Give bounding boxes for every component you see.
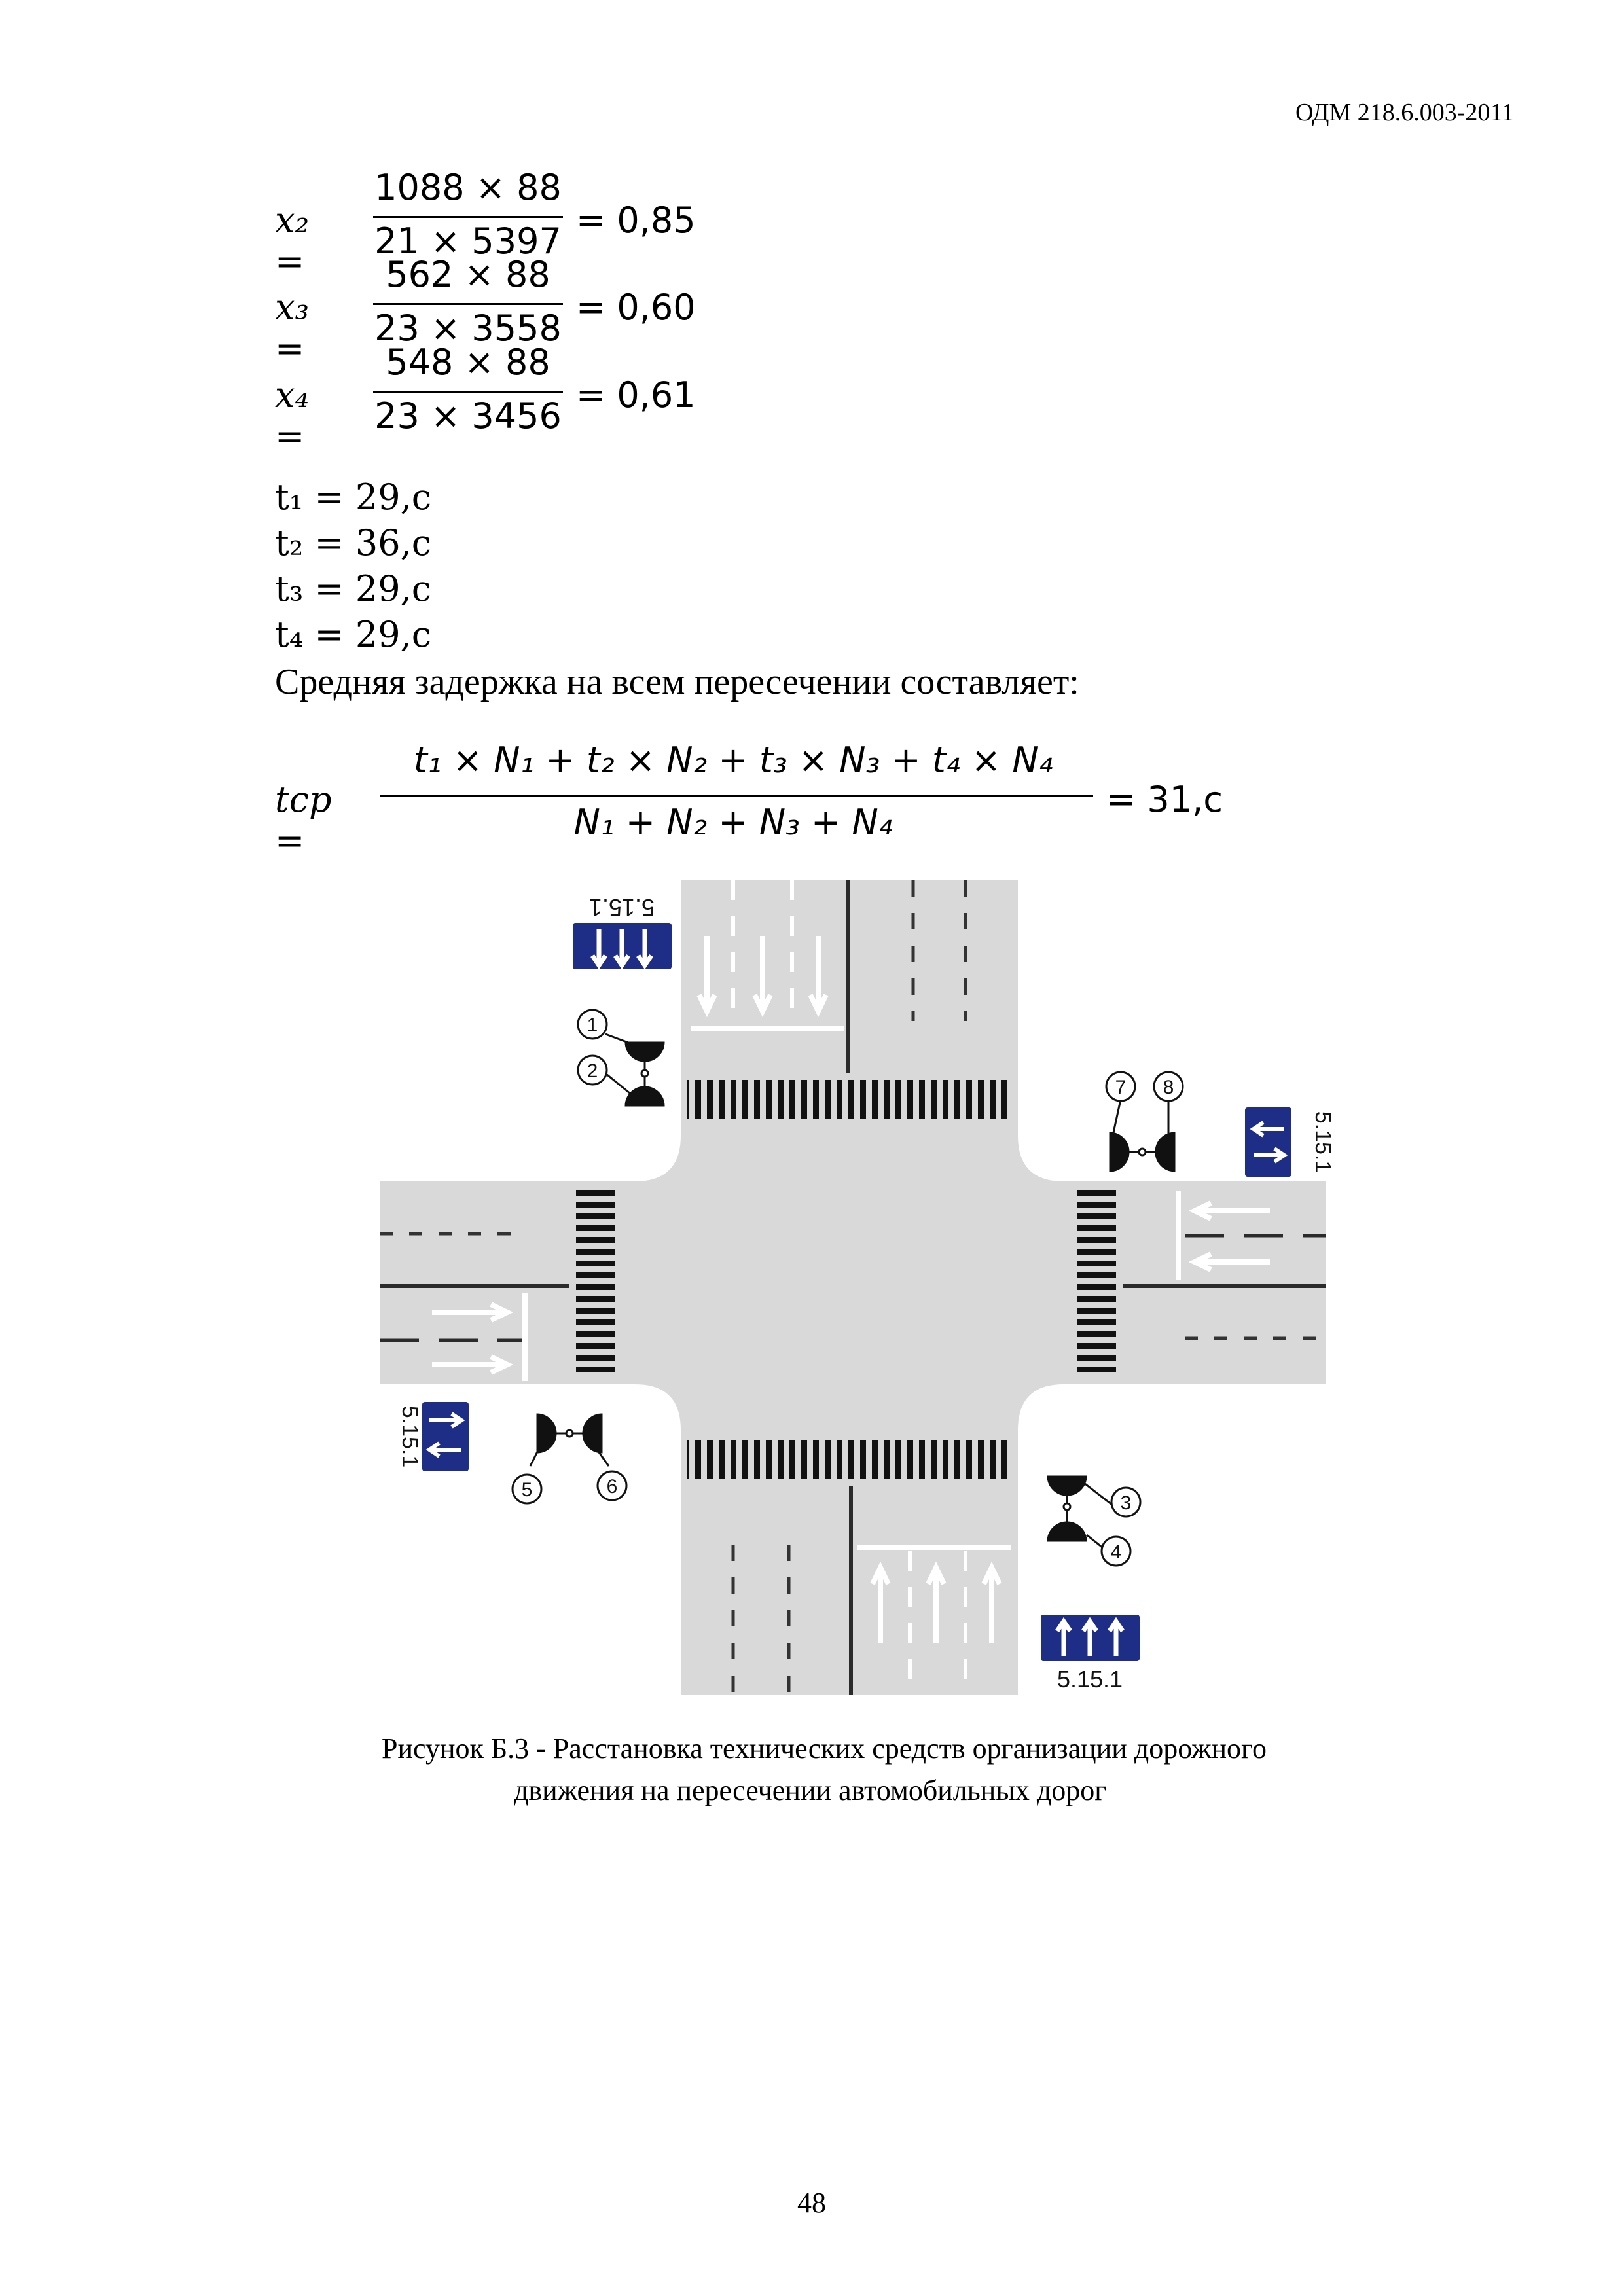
callout-leader <box>605 1073 634 1096</box>
crosswalk-south <box>687 1440 1011 1479</box>
signal-pivot <box>641 1070 648 1077</box>
traffic-signal-7-8 <box>1110 1132 1175 1172</box>
signal-number: 4 <box>1110 1541 1122 1563</box>
formula-x3-lhs: x₃ = <box>275 287 310 369</box>
formula-x3-result: = 0,60 <box>576 287 696 328</box>
formula-x2-lhs: x₂ = <box>275 200 310 282</box>
sign-code: 5.15.1 <box>588 894 655 921</box>
signal-pivot <box>1139 1149 1146 1155</box>
callout-leader <box>1083 1482 1113 1505</box>
sign-plate <box>1244 1106 1293 1178</box>
crosswalk-west <box>576 1188 615 1378</box>
caption-line-1: Рисунок Б.3 - Расстановка технических средств организации дорожного <box>382 1732 1267 1765</box>
signal-number: 2 <box>586 1060 598 1082</box>
traffic-signal-1-2 <box>625 1042 664 1106</box>
traffic-signal-icon <box>625 1042 664 1062</box>
traffic-signal-icon <box>1155 1132 1175 1172</box>
lane-sign-right <box>1244 1106 1335 1178</box>
signal-pivot <box>566 1430 573 1437</box>
formula-x3-denominator: 23 × 3558 <box>374 308 562 349</box>
caption-line-2: движения на пересечении автомобильных дорог <box>514 1774 1107 1806</box>
formula-x4-numerator: 548 × 88 <box>386 342 550 383</box>
t2-value: t₂ = 36,c <box>275 522 432 564</box>
signal-number: 8 <box>1163 1077 1174 1098</box>
sign-code: 5.15.1 <box>397 1405 422 1468</box>
formula-x2-numerator: 1088 × 88 <box>374 167 562 208</box>
formula-x3-numerator: 562 × 88 <box>386 254 550 295</box>
traffic-signal-icon <box>625 1086 664 1106</box>
formula-x4-denominator: 23 × 3456 <box>374 395 562 437</box>
t4-value: t₄ = 29,c <box>275 614 432 655</box>
average-delay-sentence: Средняя задержка на всем пересечении составляет: <box>275 662 1079 702</box>
sign-arrows-icon <box>592 929 651 965</box>
crosswalk-east <box>1077 1188 1116 1378</box>
signal-number: 1 <box>586 1014 598 1036</box>
page-number: 48 <box>797 2187 826 2219</box>
sign-plate <box>421 1401 470 1473</box>
formula-x4-result: = 0,61 <box>576 374 696 416</box>
sign-code: 5.15.1 <box>1056 1666 1123 1693</box>
formula-tcp-lhs: tср = <box>275 779 332 861</box>
callout-leader <box>1087 1535 1103 1548</box>
signal-number: 3 <box>1120 1492 1132 1514</box>
traffic-signal-5-6 <box>537 1414 602 1453</box>
formula-x2-result: = 0,85 <box>576 200 696 241</box>
traffic-signal-icon <box>1047 1522 1087 1541</box>
traffic-signal-3-4 <box>1047 1476 1087 1541</box>
traffic-signal-icon <box>583 1414 602 1453</box>
formula-tcp-result: = 31,c <box>1106 779 1223 820</box>
sign-code: 5.15.1 <box>1310 1111 1335 1174</box>
lane-sign-bottom <box>1039 1613 1141 1693</box>
formula-x2-denominator: 21 × 5397 <box>374 221 562 262</box>
callout-leader <box>605 1034 634 1045</box>
document-code: ОДМ 218.6.003-2011 <box>1295 99 1514 126</box>
callout-leader <box>530 1446 540 1466</box>
formula-x4-lhs: x₄ = <box>275 374 310 457</box>
formula-tcp-numerator: t₁ × N₁ + t₂ × N₂ + t₃ × N₃ + t₄ × N₄ <box>413 740 1053 781</box>
lane-sign-top <box>571 894 673 971</box>
t3-value: t₃ = 29,c <box>275 568 432 609</box>
t1-value: t₁ = 29,c <box>275 476 432 518</box>
lane-sign-left <box>397 1401 470 1473</box>
callout-leader <box>1113 1100 1121 1136</box>
signal-number: 6 <box>606 1476 618 1498</box>
formula-tcp-denominator: N₁ + N₂ + N₃ + N₄ <box>573 802 893 843</box>
crosswalk-north <box>687 1080 1011 1119</box>
signal-number: 7 <box>1115 1077 1127 1098</box>
signal-pivot <box>1064 1503 1070 1510</box>
signal-number: 5 <box>521 1479 533 1501</box>
